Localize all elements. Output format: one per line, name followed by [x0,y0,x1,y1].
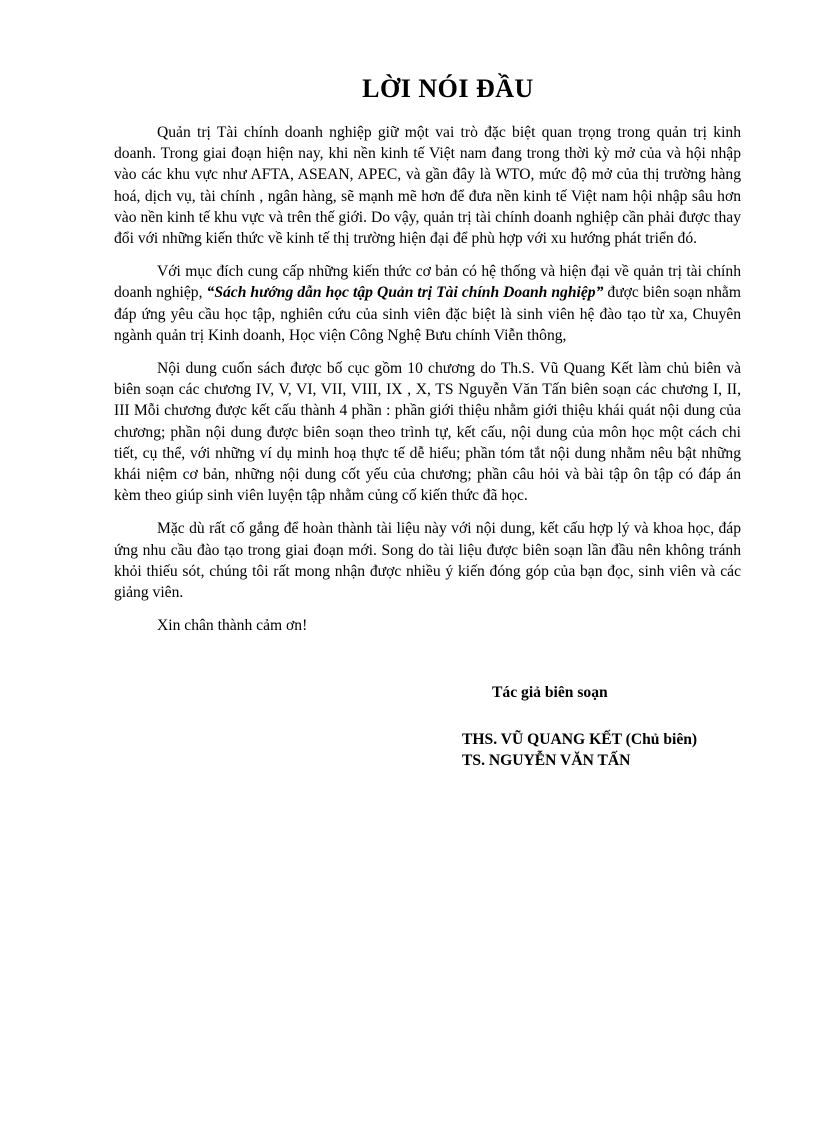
paragraph-3: Nội dung cuốn sách được bố cục gồm 10 chương do Th.S. Vũ Quang Kết làm chủ biên và biên soạn các chương IV, V, VI, VII, VIII, IX , X, TS Nguyễn Văn Tấn biên soạn các chương I, II, III Mỗi chương được kết cấu thành 4 phần : phần giới thiệu nhằm giới thiệu khái quát nội dung của chương; phần nội dung được biên soạn theo trình tự, kết cấu, nội dung của môn học một cách chi tiết, cụ thể, với những ví dụ minh hoạ thực tế dễ hiểu; phần tóm tắt nội dung nhằm nêu bật những khái niệm cơ bản, những nội dung cốt yếu của chương; phần câu hỏi và bài tập ôn tập có đáp án kèm theo giúp sinh viên luyện tập nhằm củng cố kiến thức đã học. [114,360,741,505]
author-co-editor: TS. NGUYỄN VĂN TẤN [462,752,631,769]
paragraph-2-rest: được biên soạn nhằm đáp ứng yêu cầu học tập, nghiên cứu của sinh viên đặc biệt là sinh viên hệ đào tạo từ xa, Chuyên ngành quản trị Kinh doanh, Học viện Công Nghệ Bưu chính Viễn thông, [114,284,741,344]
paragraph-2 [114,261,741,346]
signature-block [462,729,697,771]
closing-line: Xin chân thành cảm ơn! [157,617,308,635]
paragraph-2-intro: Với mục đích cung cấp những kiến thức cơ bản có hệ thống và hiện đại về quản trị tài chính doanh nghiệp, [114,263,741,302]
page-title: LỜI NÓI ĐẦU [362,74,534,103]
signature-label: Tác giả biên soạn [492,684,608,701]
book-title-emphasis: “Sách hướng dẫn học tập Quản trị Tài chính Doanh nghiệp” [206,284,604,302]
paragraph-1: Quản trị Tài chính doanh nghiệp giữ một vai trò đặc biệt quan trọng trong quản trị kinh doanh. Trong giai đoạn hiện nay, khi nền kinh tế Việt nam đang trong thời kỳ mở của và hội nhập vào các khu vực như AFTA, ASEAN, APEC, và gần đây là WTO, mức độ mở của thị trường hàng hoá, dịch vụ, tài chính , ngân hàng, sẽ mạnh mẽ hơn để đưa nền kinh tế Việt nam hội nhập sâu hơn vào nền kinh tế khu vực và trên thế giới. Do vậy, quản trị tài chính doanh nghiệp cần phải được thay đổi với những kiến thức về kinh tế thị trường hiện đại để phù hợp với xu hướng phát triển đó. [114,124,741,248]
paragraph-4: Mặc dù rất cố gắng để hoàn thành tài liệu này với nội dung, kết cấu hợp lý và khoa học, đáp ứng nhu cầu đào tạo trong giai đoạn mới. Song do tài liệu được biên soạn lần đầu nên không tránh khỏi thiếu sót, chúng tôi rất mong nhận được nhiều ý kiến đóng góp của bạn đọc, sinh viên và các giảng viên. [114,520,741,602]
document-body [114,122,741,636]
author-chief-editor: THS. VŨ QUANG KẾT (Chủ biên) [462,731,698,748]
